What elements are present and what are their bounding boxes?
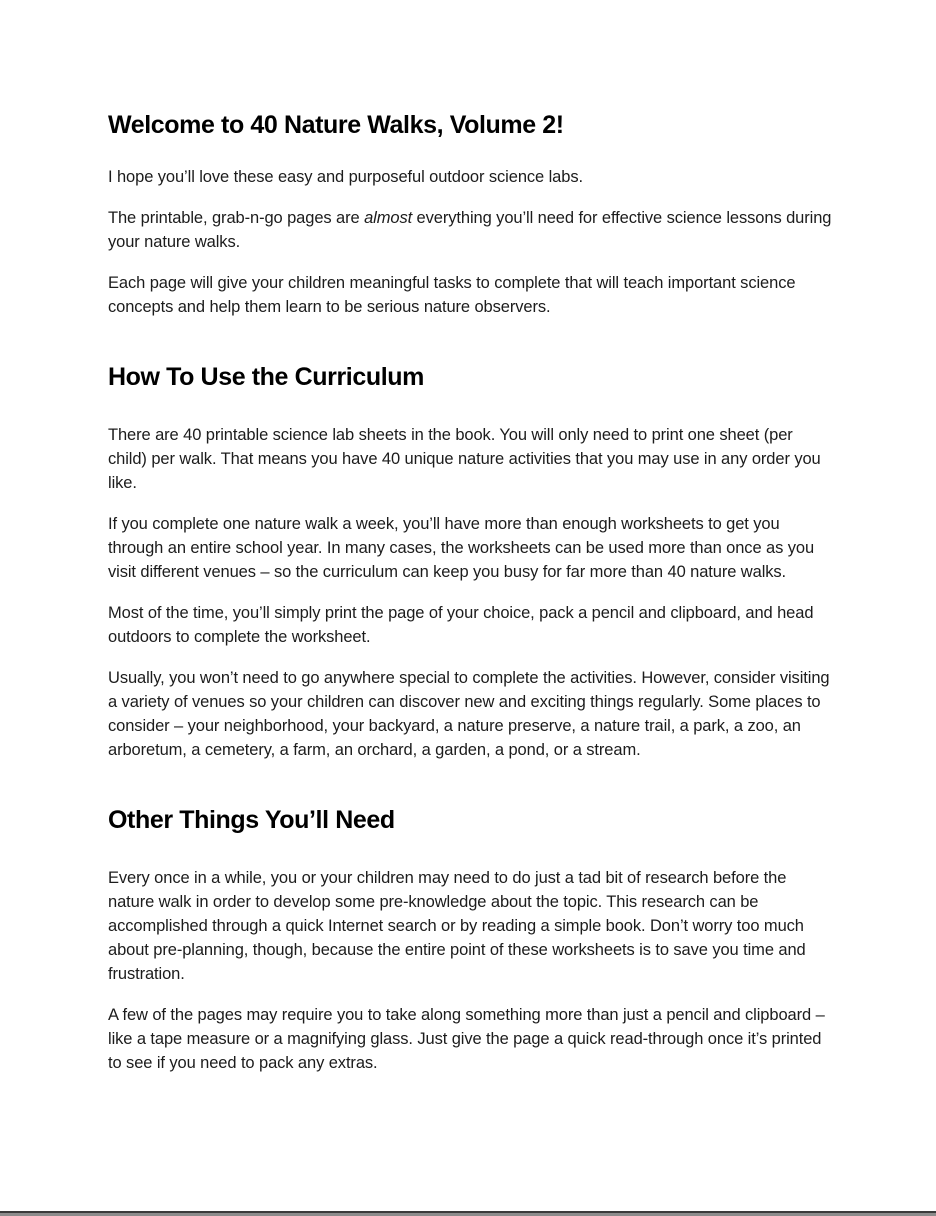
paragraph-how-to-use-3: Most of the time, you’ll simply print the page of your choice, pack a pencil and clipboard, and head outdoors to complete the worksheet.: [108, 604, 814, 646]
paragraph-welcome-2: [108, 206, 832, 254]
page-bottom-border: [0, 1211, 936, 1216]
paragraph-how-to-use-1: There are 40 printable science lab sheets in the book. You will only need to print one sheet (per child) per walk. That means you have 40 unique nature activities that you may use in any order you like.: [108, 426, 821, 492]
section-heading-how-to-use: How To Use the Curriculum: [108, 363, 424, 391]
paragraph-other-things-1: Every once in a while, you or your children may need to do just a tad bit of research before the nature walk in order to develop some pre-knowledge about the topic. This research can be accomplished through a quick Internet search or by reading a simple book. Don’t worry too much about pre-planning, though, because the entire point of these worksheets is to save you time and frustration.: [108, 869, 806, 983]
section-heading-other-things: Other Things You’ll Need: [108, 806, 395, 834]
paragraph-other-things-2: A few of the pages may require you to take along something more than just a pencil and clipboard – like a tape measure or a magnifying glass. Just give the page a quick read-through once it’s printed to see if you need to pack any extras.: [108, 1006, 825, 1072]
paragraph-welcome-1: I hope you’ll love these easy and purposeful outdoor science labs.: [108, 168, 583, 186]
paragraph-text: everything you’ll need for effective science lessons during your nature walks.: [108, 209, 832, 251]
paragraph-welcome-3: Each page will give your children meaningful tasks to complete that will teach important science concepts and help them learn to be serious nature observers.: [108, 274, 796, 316]
paragraph-text: The printable, grab-n-go pages are: [108, 209, 365, 227]
paragraph-how-to-use-4: Usually, you won’t need to go anywhere special to complete the activities. However, consider visiting a variety of venues so your children can discover new and exciting things regularly. Some places to consider – your neighborhood, your backyard, a nature preserve, a nature trail, a park, a zoo, an arboretum, a cemetery, a farm, an orchard, a garden, a pond, or a stream.: [108, 669, 830, 759]
paragraph-how-to-use-2: If you complete one nature walk a week, you’ll have more than enough worksheets to get you through an entire school year. In many cases, the worksheets can be used more than once as you visit different venues – so the curriculum can keep you busy for far more than 40 nature walks.: [108, 515, 815, 581]
emphasis-almost: almost: [364, 209, 413, 227]
section-heading-welcome: Welcome to 40 Nature Walks, Volume 2!: [108, 111, 564, 139]
